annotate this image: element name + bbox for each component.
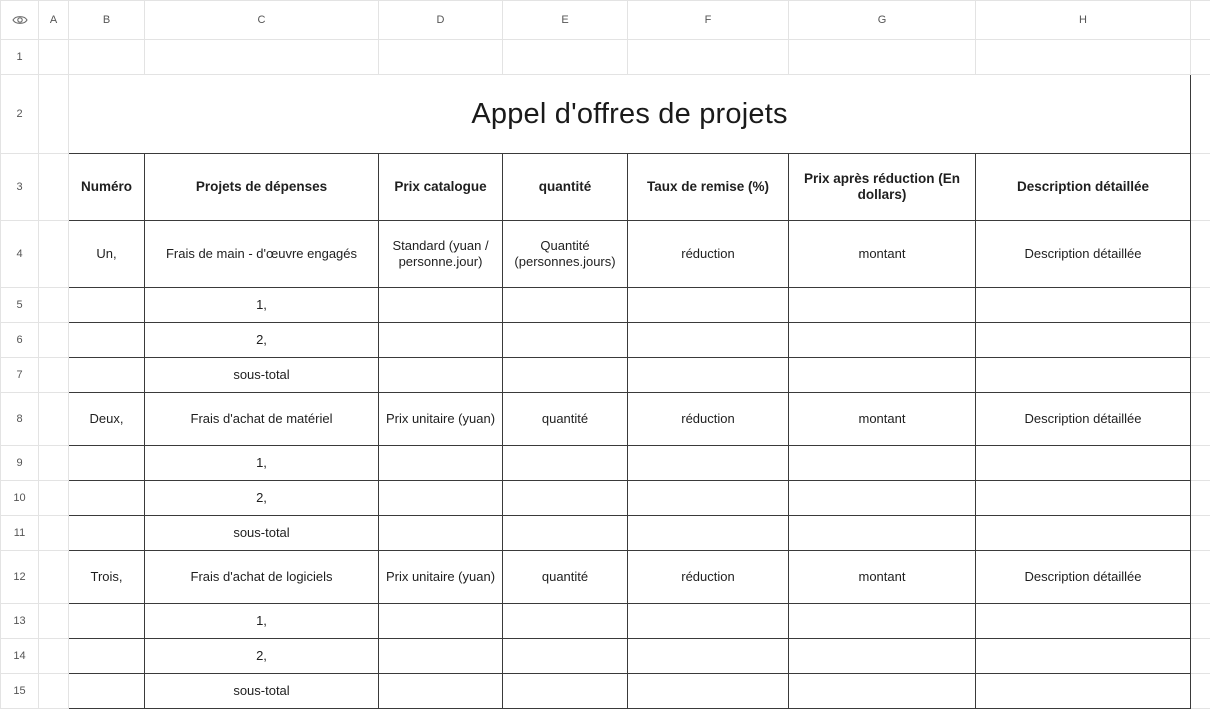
- cell-d13[interactable]: [379, 604, 503, 639]
- cell-c8[interactable]: Frais d'achat de matériel: [145, 393, 379, 446]
- row-number[interactable]: 2: [1, 75, 39, 154]
- cell-d6[interactable]: [379, 323, 503, 358]
- cell-h12[interactable]: Description détaillée: [976, 551, 1191, 604]
- cell-g13[interactable]: [789, 604, 976, 639]
- table-row: [1, 221, 1210, 288]
- cell-h7[interactable]: [976, 358, 1191, 393]
- cell-a10[interactable]: [39, 481, 69, 516]
- cell-a13[interactable]: [39, 604, 69, 639]
- cell-g4[interactable]: montant: [789, 221, 976, 288]
- column-header-f[interactable]: F: [628, 1, 789, 40]
- table-row: [1, 358, 1210, 393]
- cell-h1[interactable]: [976, 40, 1191, 75]
- eye-icon[interactable]: [1, 14, 38, 26]
- cell-f12[interactable]: réduction: [628, 551, 789, 604]
- cell-g10[interactable]: [789, 481, 976, 516]
- column-header-a[interactable]: A: [39, 1, 69, 40]
- row-number[interactable]: 14: [1, 639, 39, 674]
- cell-d14[interactable]: [379, 639, 503, 674]
- cell-f7[interactable]: [628, 358, 789, 393]
- cell-f14[interactable]: [628, 639, 789, 674]
- header-numero[interactable]: Numéro: [69, 154, 145, 221]
- cell-b8[interactable]: Deux,: [69, 393, 145, 446]
- table-row: [1, 154, 1210, 221]
- cell-h13[interactable]: [976, 604, 1191, 639]
- cell-g8[interactable]: montant: [789, 393, 976, 446]
- cell-e4[interactable]: Quantité (personnes.jours): [503, 221, 628, 288]
- cell-e1[interactable]: [503, 40, 628, 75]
- cell-d8[interactable]: Prix unitaire (yuan): [379, 393, 503, 446]
- row-number[interactable]: 15: [1, 674, 39, 709]
- table-row: [1, 516, 1210, 551]
- cell-a12[interactable]: [39, 551, 69, 604]
- cell-a1[interactable]: [39, 40, 69, 75]
- table-row: [1, 323, 1210, 358]
- cell-f9[interactable]: [628, 446, 789, 481]
- cell-h10[interactable]: [976, 481, 1191, 516]
- cell-e7[interactable]: [503, 358, 628, 393]
- table-row: [1, 674, 1210, 709]
- cell-f10[interactable]: [628, 481, 789, 516]
- cell-g6[interactable]: [789, 323, 976, 358]
- column-header-b[interactable]: B: [69, 1, 145, 40]
- cell-a9[interactable]: [39, 446, 69, 481]
- cell-f8[interactable]: réduction: [628, 393, 789, 446]
- header-description[interactable]: Description détaillée: [976, 154, 1191, 221]
- cell-blank[interactable]: [1191, 393, 1210, 446]
- cell-g1[interactable]: [789, 40, 976, 75]
- row-number[interactable]: 8: [1, 393, 39, 446]
- cell-h5[interactable]: [976, 288, 1191, 323]
- table-row: [1, 604, 1210, 639]
- cell-b1[interactable]: [69, 40, 145, 75]
- cell-a15[interactable]: [39, 674, 69, 709]
- cell-d11[interactable]: [379, 516, 503, 551]
- cell-a2[interactable]: [39, 75, 69, 154]
- cell-d4[interactable]: Standard (yuan / personne.jour): [379, 221, 503, 288]
- table-row: [1, 40, 1210, 75]
- column-header-d[interactable]: D: [379, 1, 503, 40]
- row-number[interactable]: 6: [1, 323, 39, 358]
- cell-c12[interactable]: Frais d'achat de logiciels: [145, 551, 379, 604]
- cell-e13[interactable]: [503, 604, 628, 639]
- cell-blank[interactable]: [1191, 75, 1210, 154]
- cell-d12[interactable]: Prix unitaire (yuan): [379, 551, 503, 604]
- cell-blank[interactable]: [1191, 674, 1210, 709]
- cell-e12[interactable]: quantité: [503, 551, 628, 604]
- cell-e10[interactable]: [503, 481, 628, 516]
- cell-d9[interactable]: [379, 446, 503, 481]
- row-number[interactable]: 13: [1, 604, 39, 639]
- cell-h4[interactable]: Description détaillée: [976, 221, 1191, 288]
- cell-g12[interactable]: montant: [789, 551, 976, 604]
- cell-g7[interactable]: [789, 358, 976, 393]
- cell-a7[interactable]: [39, 358, 69, 393]
- cell-b14[interactable]: [69, 639, 145, 674]
- select-all-corner[interactable]: [1, 1, 39, 40]
- cell-blank[interactable]: [1191, 516, 1210, 551]
- cell-c10[interactable]: 2,: [145, 481, 379, 516]
- cell-c11[interactable]: sous-total: [145, 516, 379, 551]
- cell-blank[interactable]: [1191, 358, 1210, 393]
- cell-d7[interactable]: [379, 358, 503, 393]
- cell-a4[interactable]: [39, 221, 69, 288]
- row-number[interactable]: 11: [1, 516, 39, 551]
- cell-b9[interactable]: [69, 446, 145, 481]
- cell-d10[interactable]: [379, 481, 503, 516]
- cell-c6[interactable]: 2,: [145, 323, 379, 358]
- cell-h14[interactable]: [976, 639, 1191, 674]
- cell-h8[interactable]: Description détaillée: [976, 393, 1191, 446]
- cell-c15[interactable]: sous-total: [145, 674, 379, 709]
- cell-h9[interactable]: [976, 446, 1191, 481]
- cell-e11[interactable]: [503, 516, 628, 551]
- table-row: [1, 393, 1210, 446]
- header-projets[interactable]: Projets de dépenses: [145, 154, 379, 221]
- header-prix-apres[interactable]: Prix après réduction (En dollars): [789, 154, 976, 221]
- cell-c13[interactable]: 1,: [145, 604, 379, 639]
- cell-b15[interactable]: [69, 674, 145, 709]
- cell-blank[interactable]: [1191, 288, 1210, 323]
- cell-f11[interactable]: [628, 516, 789, 551]
- cell-blank[interactable]: [1191, 40, 1210, 75]
- header-prix[interactable]: Prix catalogue: [379, 154, 503, 221]
- cell-blank[interactable]: [1191, 154, 1210, 221]
- sheet-title[interactable]: Appel d'offres de projets: [69, 75, 1191, 154]
- row-number[interactable]: 4: [1, 221, 39, 288]
- row-number[interactable]: 9: [1, 446, 39, 481]
- cell-c7[interactable]: sous-total: [145, 358, 379, 393]
- cell-e14[interactable]: [503, 639, 628, 674]
- cell-b11[interactable]: [69, 516, 145, 551]
- row-number[interactable]: 12: [1, 551, 39, 604]
- cell-c14[interactable]: 2,: [145, 639, 379, 674]
- cell-blank[interactable]: [1191, 551, 1210, 604]
- cell-blank[interactable]: [1191, 481, 1210, 516]
- column-header-g[interactable]: G: [789, 1, 976, 40]
- row-number[interactable]: 3: [1, 154, 39, 221]
- cell-blank[interactable]: [1191, 446, 1210, 481]
- cell-b10[interactable]: [69, 481, 145, 516]
- cell-blank[interactable]: [1191, 604, 1210, 639]
- cell-d15[interactable]: [379, 674, 503, 709]
- row-number[interactable]: 1: [1, 40, 39, 75]
- cell-a14[interactable]: [39, 639, 69, 674]
- cell-f5[interactable]: [628, 288, 789, 323]
- cell-a3[interactable]: [39, 154, 69, 221]
- cell-g14[interactable]: [789, 639, 976, 674]
- cell-h6[interactable]: [976, 323, 1191, 358]
- cell-b6[interactable]: [69, 323, 145, 358]
- cell-h15[interactable]: [976, 674, 1191, 709]
- cell-h11[interactable]: [976, 516, 1191, 551]
- cell-b12[interactable]: Trois,: [69, 551, 145, 604]
- cell-a5[interactable]: [39, 288, 69, 323]
- header-quantite[interactable]: quantité: [503, 154, 628, 221]
- column-header-c[interactable]: C: [145, 1, 379, 40]
- cell-b7[interactable]: [69, 358, 145, 393]
- cell-b4[interactable]: Un,: [69, 221, 145, 288]
- cell-d1[interactable]: [379, 40, 503, 75]
- cell-e15[interactable]: [503, 674, 628, 709]
- cell-e8[interactable]: quantité: [503, 393, 628, 446]
- cell-f13[interactable]: [628, 604, 789, 639]
- table-row: [1, 481, 1210, 516]
- cell-c9[interactable]: 1,: [145, 446, 379, 481]
- column-header-e[interactable]: E: [503, 1, 628, 40]
- column-header-h[interactable]: H: [976, 1, 1191, 40]
- header-taux[interactable]: Taux de remise (%): [628, 154, 789, 221]
- cell-g9[interactable]: [789, 446, 976, 481]
- row-number[interactable]: 7: [1, 358, 39, 393]
- cell-e5[interactable]: [503, 288, 628, 323]
- cell-b13[interactable]: [69, 604, 145, 639]
- cell-a6[interactable]: [39, 323, 69, 358]
- cell-b5[interactable]: [69, 288, 145, 323]
- table-row: [1, 446, 1210, 481]
- cell-f4[interactable]: réduction: [628, 221, 789, 288]
- row-number[interactable]: 5: [1, 288, 39, 323]
- cell-d5[interactable]: [379, 288, 503, 323]
- cell-blank[interactable]: [1191, 639, 1210, 674]
- table-row: [1, 288, 1210, 323]
- cell-c4[interactable]: Frais de main - d'œuvre engagés: [145, 221, 379, 288]
- cell-a8[interactable]: [39, 393, 69, 446]
- column-header-blank: [1191, 1, 1210, 40]
- table-row: [1, 639, 1210, 674]
- cell-c5[interactable]: 1,: [145, 288, 379, 323]
- cell-blank[interactable]: [1191, 323, 1210, 358]
- cell-a11[interactable]: [39, 516, 69, 551]
- cell-f15[interactable]: [628, 674, 789, 709]
- cell-c1[interactable]: [145, 40, 379, 75]
- cell-g11[interactable]: [789, 516, 976, 551]
- row-number[interactable]: 10: [1, 481, 39, 516]
- cell-g5[interactable]: [789, 288, 976, 323]
- cell-g15[interactable]: [789, 674, 976, 709]
- cell-e9[interactable]: [503, 446, 628, 481]
- cell-f6[interactable]: [628, 323, 789, 358]
- table-row: [1, 551, 1210, 604]
- table-row: [1, 75, 1210, 154]
- cell-e6[interactable]: [503, 323, 628, 358]
- column-header-row: [1, 1, 1210, 40]
- cell-f1[interactable]: [628, 40, 789, 75]
- cell-blank[interactable]: [1191, 221, 1210, 288]
